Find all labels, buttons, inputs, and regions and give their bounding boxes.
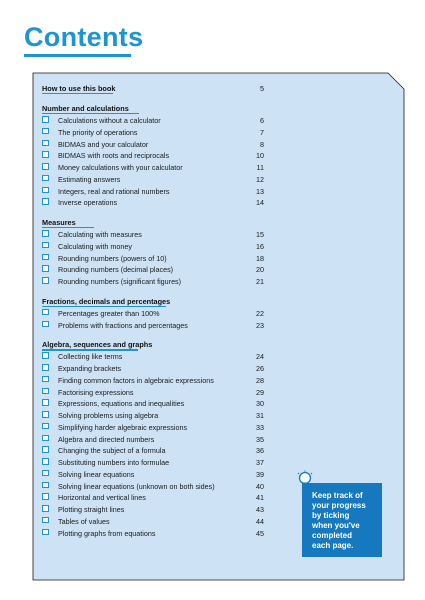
- entry-label: Expanding brackets: [58, 364, 122, 373]
- checkbox-icon[interactable]: [42, 446, 49, 453]
- page-number: 45: [256, 528, 264, 538]
- tip-line: when you've: [312, 521, 360, 530]
- tip-line: Keep track of: [312, 491, 363, 500]
- entry-label: Tables of values: [58, 516, 110, 526]
- entry-label: The priority of operations: [58, 127, 138, 137]
- checkbox-icon[interactable]: [42, 352, 49, 359]
- page-number: 12: [256, 174, 264, 184]
- page-number: 16: [256, 241, 264, 251]
- page-number: 33: [256, 422, 264, 432]
- toc-entry: [42, 363, 274, 375]
- checkbox-icon[interactable]: [42, 277, 49, 284]
- toc-entry: [42, 422, 274, 434]
- section-heading: [42, 216, 274, 229]
- toc-entry: [42, 504, 274, 516]
- checkbox-icon[interactable]: [42, 309, 49, 316]
- entry-label: Money calculations with your calculator: [58, 163, 183, 172]
- toc-entry: [42, 264, 274, 276]
- checkbox-icon[interactable]: [42, 198, 49, 205]
- section-title: Fractions, decimals and percentages: [42, 296, 171, 306]
- checkbox-icon[interactable]: [42, 321, 49, 328]
- toc-entry: [42, 308, 274, 320]
- entry-label: Plotting graphs from equations: [58, 528, 156, 538]
- toc-entry: [42, 276, 274, 288]
- page-number: 41: [256, 493, 264, 503]
- entry-label: Factorising expressions: [58, 387, 134, 397]
- section-gap: [42, 288, 274, 295]
- checkbox-icon[interactable]: [42, 482, 49, 489]
- checkbox-icon[interactable]: [42, 163, 49, 170]
- tip-line: completed: [312, 531, 353, 540]
- checkbox-icon[interactable]: [42, 388, 49, 395]
- checkbox-icon[interactable]: [42, 493, 49, 500]
- page-number: 20: [256, 265, 264, 275]
- entry-label: Substituting numbers into formulae: [58, 458, 170, 467]
- toc-entry: [42, 481, 274, 493]
- toc-entry: [42, 174, 274, 186]
- page-number: 30: [256, 399, 264, 409]
- checkbox-icon[interactable]: [42, 242, 49, 249]
- entry-label: BIDMAS and your calculator: [58, 139, 149, 149]
- entry-label: BIDMAS with roots and reciprocals: [58, 151, 170, 161]
- section-heading: [42, 295, 274, 308]
- entry-label: Solving linear equations (unknown on both sides): [58, 481, 215, 491]
- page-number: 15: [256, 230, 264, 239]
- checkbox-icon[interactable]: [42, 411, 49, 418]
- entry-label: Inverse operations: [58, 198, 118, 208]
- table-of-contents: [42, 82, 274, 539]
- page-number: 44: [256, 516, 264, 526]
- entry-label: Expressions, equations and inequalities: [58, 399, 185, 409]
- page-number: 35: [256, 434, 264, 444]
- entry-label: Rounding numbers (decimal places): [58, 265, 174, 275]
- toc-entry: [42, 492, 274, 504]
- section-title: How to use this book: [42, 84, 116, 93]
- checkbox-icon[interactable]: [42, 175, 49, 182]
- page-number: 11: [256, 163, 264, 172]
- toc-entry: [42, 241, 274, 253]
- toc-entry: [42, 351, 274, 363]
- toc-entry: [42, 457, 274, 469]
- toc-entry: [42, 197, 274, 209]
- toc-entry: [42, 186, 274, 198]
- page-number: 7: [260, 127, 264, 137]
- page-number: 8: [260, 139, 264, 149]
- toc-entry: [42, 375, 274, 387]
- entry-label: Rounding numbers (significant figures): [58, 277, 182, 286]
- toc-entry: [42, 115, 274, 127]
- page-number: 14: [256, 198, 264, 208]
- page-number: 23: [256, 320, 264, 330]
- section-gap: [42, 209, 274, 216]
- page-number: 26: [256, 364, 264, 373]
- entry-label: Algebra and directed numbers: [58, 434, 155, 444]
- checkbox-icon[interactable]: [42, 458, 49, 465]
- checkbox-icon[interactable]: [42, 529, 49, 536]
- checkbox-icon[interactable]: [42, 505, 49, 512]
- checkbox-icon[interactable]: [42, 151, 49, 158]
- checkbox-icon[interactable]: [42, 376, 49, 383]
- entry-label: Finding common factors in algebraic expressions: [58, 375, 214, 385]
- tip-line: each page.: [312, 541, 354, 550]
- page-number: 28: [256, 375, 264, 385]
- entry-label: Estimating answers: [58, 174, 121, 184]
- checkbox-icon[interactable]: [42, 399, 49, 406]
- page-number: 18: [256, 253, 264, 263]
- section-title: Algebra, sequences and graphs: [42, 340, 153, 350]
- page-number: 22: [256, 308, 264, 318]
- tip-line: by ticking: [312, 511, 350, 520]
- page-number: 6: [260, 116, 264, 125]
- entry-label: Calculating with measures: [58, 230, 142, 239]
- checkbox-icon[interactable]: [42, 435, 49, 442]
- toc-entry: [42, 445, 274, 457]
- page-number: 39: [256, 469, 264, 479]
- toc-entry: [42, 410, 274, 422]
- tip-box: [302, 483, 382, 557]
- toc-entry: [42, 516, 274, 528]
- checkbox-icon[interactable]: [42, 140, 49, 147]
- page-number: 5: [259, 84, 264, 93]
- section-heading: [42, 82, 274, 95]
- entry-label: Integers, real and rational numbers: [58, 186, 170, 196]
- toc-entry: [42, 387, 274, 399]
- checkbox-icon[interactable]: [42, 230, 49, 237]
- entry-label: Simplifying harder algebraic expressions: [58, 422, 188, 432]
- toc-entry: [42, 469, 274, 481]
- toc-entry: [42, 139, 274, 151]
- toc-entry: [42, 320, 274, 332]
- page-number: 37: [256, 458, 264, 467]
- section-heading: [42, 338, 274, 351]
- toc-entry: [42, 434, 274, 446]
- section-title: Number and calculations: [42, 104, 129, 113]
- page-number: 36: [256, 446, 264, 456]
- page-number: 10: [256, 151, 264, 161]
- page-number: 21: [256, 277, 264, 286]
- toc-entry: [42, 253, 274, 265]
- toc-entry: [42, 398, 274, 410]
- entry-label: Collecting like terms: [58, 352, 123, 362]
- section-gap: [42, 331, 274, 338]
- page-title: Contents: [24, 22, 144, 52]
- entry-label: Changing the subject of a formula: [58, 446, 166, 456]
- section-gap: [42, 95, 274, 102]
- entry-label: Solving problems using algebra: [58, 411, 159, 420]
- page-number: 29: [256, 387, 264, 397]
- section-title: Measures: [42, 218, 76, 227]
- entry-label: Solving linear equations: [58, 469, 135, 479]
- section-underline: [42, 93, 113, 94]
- page-number: 31: [256, 411, 264, 420]
- checkbox-icon[interactable]: [42, 517, 49, 524]
- entry-label: Problems with fractions and percentages: [58, 320, 188, 330]
- checkbox-icon[interactable]: [42, 128, 49, 135]
- checkbox-icon[interactable]: [42, 470, 49, 477]
- page-number: 43: [256, 505, 264, 514]
- entry-label: Horizontal and vertical lines: [58, 493, 146, 503]
- entry-label: Plotting straight lines: [58, 505, 125, 514]
- checkbox-icon[interactable]: [42, 254, 49, 261]
- toc-entry: [42, 528, 274, 540]
- toc-entry: [42, 229, 274, 241]
- entry-label: Percentages greater than 100%: [58, 308, 160, 318]
- entry-label: Calculations without a calculator: [58, 116, 161, 125]
- toc-entry: [42, 127, 274, 139]
- entry-label: Rounding numbers (powers of 10): [58, 253, 167, 263]
- tip-line: your progress: [312, 501, 366, 510]
- checkbox-icon[interactable]: [42, 423, 49, 430]
- toc-entry: [42, 150, 274, 162]
- toc-entry: [42, 162, 274, 174]
- checkbox-icon[interactable]: [42, 265, 49, 272]
- page-number: 13: [256, 186, 264, 196]
- checkbox-icon[interactable]: [42, 116, 49, 123]
- page-number: 40: [256, 481, 264, 491]
- page-number: 24: [256, 352, 264, 362]
- checkbox-icon[interactable]: [42, 187, 49, 194]
- checkbox-icon[interactable]: [42, 364, 49, 371]
- section-heading: [42, 102, 274, 115]
- entry-label: Calculating with money: [58, 241, 132, 251]
